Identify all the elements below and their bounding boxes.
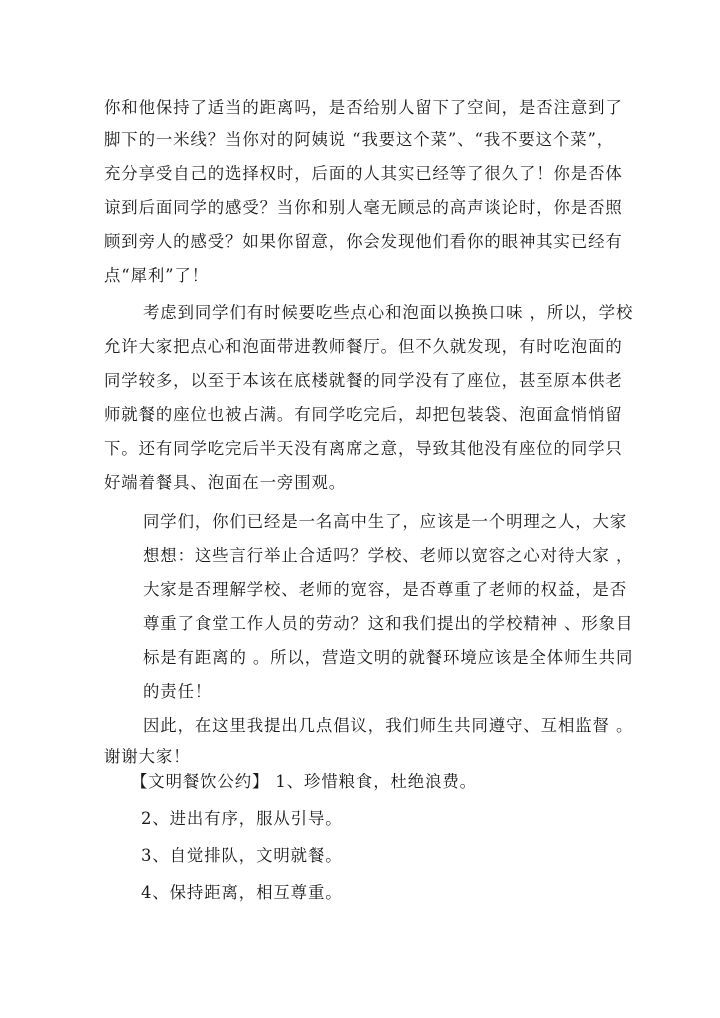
convention-item-2: 2、进出有序，服从引导。 — [141, 809, 343, 828]
paragraph-1-line-3: 充分享受自己的选择权时，后面的人其实已经等了很久了！你是否体 — [104, 164, 623, 183]
paragraph-2-line-3: 同学较多，以至于本该在底楼就餐的同学没有了座位，甚至原本供老 — [104, 371, 623, 390]
convention-title-item-1: 【文明餐饮公约】 1、珍惜粮食，杜绝浪费。 — [131, 772, 477, 791]
paragraph-2-line-2: 允许大家把点心和泡面带进教师餐厅。但不久就发现，有时吃泡面的 — [104, 337, 623, 356]
paragraph-3-line-2: 想想：这些言行举止合适吗？学校、老师以宽容之心对待大家 ， — [143, 546, 634, 565]
paragraph-2-line-6: 好端着餐具、泡面在一旁围观。 — [104, 473, 347, 492]
paragraph-4-line-1: 因此，在这里我提出几点倡议，我们师生共同遵守、互相监督 。 — [143, 716, 634, 735]
paragraph-3-line-4: 尊重了食堂工作人员的劳动？这和我们提出的学校精神 、形象目 — [143, 614, 634, 633]
paragraph-4-line-2: 谢谢大家！ — [104, 747, 191, 766]
convention-item-4: 4、保持距离，相互尊重。 — [141, 883, 343, 902]
paragraph-2-line-1: 考虑到同学们有时候要吃些点心和泡面以换换口味 ，所以，学校 — [143, 303, 634, 322]
paragraph-1-line-2: 脚下的一米线？当你对的阿姨说 “我要这个菜”、“我不要这个菜”， — [104, 130, 615, 149]
paragraph-1-line-6: 点“犀利”了！ — [104, 266, 210, 285]
paragraph-2-line-5: 下。还有同学吃完后半天没有离席之意，导致其他没有座位的同学只 — [104, 439, 623, 458]
convention-item-3: 3、自觉排队，文明就餐。 — [141, 846, 343, 865]
paragraph-3-line-1: 同学们，你们已经是一名高中生了，应该是一个明理之人，大家 — [143, 512, 628, 531]
paragraph-1-line-4: 谅到后面同学的感受？当你和别人毫无顾忌的高声谈论时，你是否照 — [104, 198, 623, 217]
paragraph-1-line-1: 你和他保持了适当的距离吗，是否给别人留下了空间，是否注意到了 — [104, 98, 623, 117]
paragraph-3-line-5: 标是有距离的 。所以，营造文明的就餐环境应该是全体师生共同 — [143, 648, 634, 667]
paragraph-1-line-5: 顾到旁人的感受？如果你留意，你会发现他们看你的眼神其实已经有 — [104, 232, 623, 251]
paragraph-2-line-4: 师就餐的座位也被占满。有同学吃完后，却把包装袋、泡面盒悄悄留 — [104, 405, 623, 424]
paragraph-3-line-3: 大家是否理解学校、老师的宽容，是否尊重了老师的权益，是否 — [143, 580, 628, 599]
paragraph-3-line-6: 的责任！ — [143, 682, 213, 701]
